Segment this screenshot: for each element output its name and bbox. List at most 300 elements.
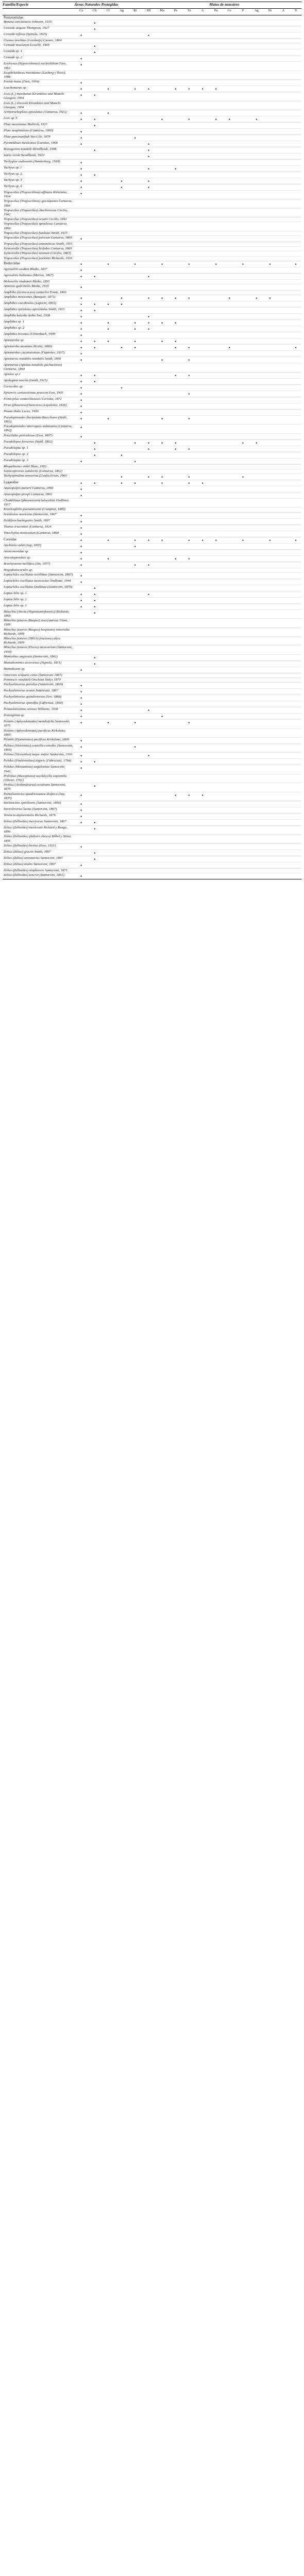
presence-cell (102, 636, 115, 645)
presence-cell (75, 351, 88, 357)
presence-cell (128, 439, 142, 446)
presence-cell (196, 585, 209, 591)
presence-cell (155, 646, 168, 654)
presence-cell (88, 357, 102, 363)
presence-cell (88, 397, 102, 403)
presence-cell (128, 217, 142, 222)
presence-cell (277, 689, 290, 695)
presence-cell (102, 667, 115, 673)
presence-cell (263, 543, 277, 549)
presence-cell (196, 783, 209, 792)
presence-cell (196, 409, 209, 415)
presence-dot: • (188, 537, 190, 543)
presence-dot: • (94, 302, 96, 308)
presence-cell (250, 391, 263, 397)
presence-cell (250, 597, 263, 603)
presence-cell (209, 129, 223, 135)
species-row (3, 20, 301, 26)
presence-cell (250, 110, 263, 116)
column-header: Ri (128, 9, 142, 15)
presence-cell (263, 403, 277, 409)
presence-cell (290, 728, 301, 737)
presence-cell (236, 667, 249, 673)
presence-dot: • (188, 345, 190, 351)
presence-cell (88, 636, 102, 645)
presence-cell (182, 101, 196, 110)
presence-cell (223, 247, 236, 251)
presence-cell (209, 585, 223, 591)
presence-cell (196, 597, 209, 603)
presence-cell (102, 261, 115, 267)
species-name: Leptochiles oscillatus oscillinae (Santorsini, 1867) (3, 572, 75, 579)
presence-cell (102, 568, 115, 572)
species-name: Tropsecilus (Tropsecilus) paricum Cantarsa, 1869 (3, 236, 75, 242)
presence-cell (277, 43, 290, 49)
presence-dot: • (107, 327, 109, 332)
presence-cell (88, 695, 102, 701)
presence-cell (102, 86, 115, 92)
species-row (3, 850, 301, 856)
presence-cell (236, 110, 249, 116)
presence-cell (263, 267, 277, 273)
column-header: Ns (263, 9, 277, 15)
presence-cell (209, 39, 223, 43)
presence-cell (169, 549, 182, 555)
presence-cell (263, 326, 277, 332)
presence-cell (115, 524, 128, 531)
species-row (3, 39, 301, 43)
presence-cell (115, 562, 128, 568)
presence-cell (250, 609, 263, 618)
presence-dot: • (161, 537, 163, 543)
presence-cell (88, 251, 102, 256)
presence-cell (155, 251, 168, 256)
presence-cell (209, 71, 223, 79)
presence-cell (209, 862, 223, 868)
presence-cell (236, 338, 249, 345)
presence-cell (196, 524, 209, 531)
presence-cell (169, 792, 182, 801)
presence-cell (223, 384, 236, 391)
presence-cell (169, 261, 182, 267)
presence-cell (290, 531, 301, 537)
presence-cell (196, 378, 209, 384)
presence-cell (277, 222, 290, 231)
presence-cell (277, 701, 290, 707)
presence-cell (182, 492, 196, 498)
presence-cell (182, 71, 196, 79)
presence-cell (277, 568, 290, 572)
presence-cell (75, 446, 88, 452)
presence-cell (250, 585, 263, 591)
presence-cell (263, 683, 277, 689)
presence-cell (115, 184, 128, 191)
presence-dot: • (175, 556, 177, 562)
presence-cell (88, 308, 102, 314)
presence-cell (250, 743, 263, 752)
presence-dot: • (134, 87, 136, 92)
presence-cell (209, 628, 223, 636)
presence-cell (115, 518, 128, 524)
presence-cell (277, 403, 290, 409)
presence-cell (155, 873, 168, 879)
presence-cell (155, 56, 168, 62)
presence-cell (196, 242, 209, 247)
presence-cell (263, 628, 277, 636)
presence-cell (209, 208, 223, 217)
presence-cell (209, 320, 223, 326)
species-name: Apiomerus notabilis notabilis Smith, 1860 (3, 357, 75, 363)
column-header: Ca (75, 9, 88, 15)
presence-cell (115, 486, 128, 492)
presence-cell (196, 826, 209, 835)
presence-dot: • (175, 792, 177, 798)
presence-cell (155, 295, 168, 301)
presence-cell (236, 372, 249, 378)
presence-cell (250, 314, 263, 320)
presence-cell (277, 295, 290, 301)
presence-cell (263, 80, 277, 86)
presence-cell (75, 56, 88, 62)
presence-cell (182, 646, 196, 654)
presence-cell (250, 308, 263, 314)
presence-cell (155, 338, 168, 345)
presence-cell (115, 397, 128, 403)
presence-cell (142, 295, 155, 301)
presence-cell (182, 636, 196, 645)
presence-cell (169, 92, 182, 101)
presence-cell (102, 579, 115, 585)
presence-cell (115, 384, 128, 391)
species-row (3, 524, 301, 531)
presence-cell (102, 279, 115, 284)
presence-cell (128, 862, 142, 868)
presence-cell (115, 43, 128, 49)
presence-cell (102, 492, 115, 498)
species-name: Tropsecilus (Tropsecilus) poclemis Richards, 1916 (3, 256, 75, 261)
presence-cell (196, 628, 209, 636)
presence-cell (277, 807, 290, 814)
presence-cell (169, 673, 182, 677)
presence-cell (250, 549, 263, 555)
presence-cell (209, 759, 223, 765)
presence-cell (250, 284, 263, 291)
species-row (3, 765, 301, 774)
presence-cell (263, 284, 277, 291)
species-name: Pelanis (Aphysidemotus) pacificus Kirkslano, 1869 (3, 728, 75, 737)
presence-cell (182, 562, 196, 568)
presence-cell (277, 378, 290, 384)
presence-dot: • (188, 720, 190, 726)
presence-cell (223, 295, 236, 301)
presence-cell (102, 166, 115, 172)
presence-dot: • (80, 372, 82, 378)
presence-cell (290, 391, 301, 397)
presence-cell (250, 384, 263, 391)
presence-cell (102, 464, 115, 469)
presence-dot: • (94, 604, 96, 609)
presence-cell (128, 452, 142, 458)
presence-cell (277, 71, 290, 79)
presence-cell (263, 363, 277, 372)
presence-cell (263, 480, 277, 486)
presence-cell (102, 291, 115, 295)
presence-cell (75, 295, 88, 301)
presence-cell (236, 326, 249, 332)
presence-cell (277, 178, 290, 184)
presence-cell (196, 801, 209, 807)
species-row (3, 236, 301, 242)
presence-dot: • (188, 792, 190, 798)
presence-cell (115, 135, 128, 141)
presence-cell (75, 172, 88, 178)
presence-cell (169, 856, 182, 862)
presence-cell (142, 397, 155, 403)
presence-cell (290, 345, 301, 351)
presence-cell (182, 469, 196, 473)
presence-cell (250, 543, 263, 549)
presence-cell (277, 154, 290, 160)
presence-cell (115, 372, 128, 378)
presence-cell (263, 351, 277, 357)
presence-cell (196, 222, 209, 231)
presence-cell (115, 116, 128, 123)
presence-cell (142, 231, 155, 235)
presence-cell (115, 843, 128, 850)
presence-cell (155, 384, 168, 391)
presence-cell (263, 314, 277, 320)
presence-cell (182, 683, 196, 689)
presence-cell (277, 492, 290, 498)
presence-cell (169, 469, 182, 473)
presence-cell (75, 753, 88, 759)
presence-cell (236, 251, 249, 256)
presence-cell (182, 199, 196, 208)
presence-cell (209, 363, 223, 372)
presence-cell (263, 184, 277, 191)
presence-cell (155, 507, 168, 512)
species-row (3, 646, 301, 654)
presence-cell (250, 636, 263, 645)
presence-cell (196, 792, 209, 801)
presence-cell (223, 628, 236, 636)
presence-dot: • (80, 486, 82, 492)
presence-cell (142, 673, 155, 677)
presence-cell (102, 843, 115, 850)
presence-cell (209, 301, 223, 308)
presence-cell (196, 415, 209, 424)
family-name: Lygaeidae (3, 480, 75, 486)
presence-cell (250, 86, 263, 92)
presence-cell (263, 597, 277, 603)
presence-cell (250, 351, 263, 357)
presence-dot: • (256, 296, 258, 301)
presence-cell (263, 320, 277, 326)
presence-cell (290, 714, 301, 720)
presence-cell (142, 774, 155, 783)
presence-cell (142, 80, 155, 86)
species-row (3, 135, 301, 141)
presence-cell (277, 433, 290, 439)
presence-cell (142, 464, 155, 469)
presence-cell (115, 242, 128, 247)
presence-cell (128, 39, 142, 43)
column-header: Ti (290, 9, 301, 15)
presence-cell (250, 217, 263, 222)
presence-cell (155, 720, 168, 728)
presence-cell (75, 677, 88, 682)
presence-cell (250, 850, 263, 856)
species-row (3, 807, 301, 814)
presence-cell (277, 26, 290, 32)
presence-cell (142, 236, 155, 242)
presence-cell (250, 415, 263, 424)
presence-cell (250, 301, 263, 308)
presence-dot: • (80, 339, 82, 345)
presence-cell (155, 498, 168, 507)
presence-dot: • (80, 351, 82, 357)
presence-cell (263, 486, 277, 492)
presence-cell (263, 147, 277, 154)
presence-cell (223, 826, 236, 835)
presence-cell (169, 667, 182, 673)
presence-cell (102, 654, 115, 660)
presence-cell (169, 707, 182, 714)
presence-cell (277, 439, 290, 446)
presence-dot: • (80, 598, 82, 603)
species-row (3, 357, 301, 363)
presence-cell (250, 166, 263, 172)
presence-cell (196, 728, 209, 737)
species-name: Apiomerika sp. (3, 338, 75, 345)
presence-cell (169, 759, 182, 765)
presence-cell (196, 363, 209, 372)
presence-dot: • (80, 814, 82, 819)
presence-cell (88, 320, 102, 326)
presence-dot: • (80, 696, 82, 701)
presence-cell (277, 636, 290, 645)
presence-cell (115, 868, 128, 873)
presence-cell (209, 222, 223, 231)
presence-cell (155, 256, 168, 261)
presence-cell (223, 765, 236, 774)
presence-cell (182, 154, 196, 160)
presence-cell (115, 251, 128, 256)
presence-cell (236, 314, 249, 320)
species-name: Anoscenovidae sp. (3, 549, 75, 555)
presence-cell (223, 251, 236, 256)
presence-cell (102, 458, 115, 464)
presence-dot: • (201, 792, 204, 798)
presence-cell (115, 701, 128, 707)
presence-cell (75, 15, 88, 20)
presence-cell (236, 677, 249, 682)
presence-cell (250, 619, 263, 628)
presence-cell (236, 862, 249, 868)
presence-dot: • (147, 562, 149, 568)
presence-cell (142, 492, 155, 498)
presence-cell (209, 707, 223, 714)
presence-cell (102, 184, 115, 191)
presence-cell (263, 166, 277, 172)
presence-dot: • (80, 179, 82, 184)
presence-dot: • (147, 440, 149, 446)
presence-cell (155, 728, 168, 737)
presence-cell (196, 101, 209, 110)
presence-cell (169, 20, 182, 26)
presence-cell (263, 689, 277, 695)
presence-cell (115, 403, 128, 409)
presence-cell (250, 683, 263, 689)
presence-cell (196, 873, 209, 879)
presence-cell (196, 619, 209, 628)
presence-cell (290, 783, 301, 792)
presence-cell (223, 720, 236, 728)
presence-cell (155, 314, 168, 320)
presence-dot: • (147, 327, 149, 332)
species-name: Tropsecilus (Tropsecilus) oceani Cecilio, 1843 (3, 217, 75, 222)
family-row (3, 537, 301, 543)
presence-cell (115, 80, 128, 86)
presence-cell (290, 843, 301, 850)
presence-cell (115, 338, 128, 345)
presence-cell (142, 452, 155, 458)
presence-cell (196, 543, 209, 549)
presence-cell (128, 585, 142, 591)
species-name: Xylocoridis (Tropsecilus) hirfedus Cantarsa, 1869 (3, 247, 75, 251)
species-row (3, 247, 301, 251)
presence-cell (209, 801, 223, 807)
presence-cell (250, 707, 263, 714)
presence-cell (223, 308, 236, 314)
presence-cell (142, 320, 155, 326)
presence-cell (115, 345, 128, 351)
presence-cell (182, 743, 196, 752)
presence-cell (155, 409, 168, 415)
presence-cell (223, 683, 236, 689)
presence-cell (209, 314, 223, 320)
presence-cell (128, 458, 142, 464)
presence-cell (169, 86, 182, 92)
presence-cell (277, 774, 290, 783)
presence-cell (223, 199, 236, 208)
species-name: Pseudolopus sp. 1 (3, 446, 75, 452)
presence-cell (236, 217, 249, 222)
species-row (3, 26, 301, 32)
presence-cell (236, 619, 249, 628)
species-name: Zelius (Zelhoides) alaplerosis Santorsini, 1871 (3, 868, 75, 873)
presence-cell (142, 403, 155, 409)
presence-cell (250, 231, 263, 235)
presence-cell (236, 826, 249, 835)
presence-cell (88, 160, 102, 166)
presence-cell (75, 707, 88, 714)
presence-cell (182, 363, 196, 372)
species-name: Sarlis viridi Hendlbeidi, 1920 (3, 154, 75, 160)
presence-cell (155, 673, 168, 677)
presence-cell (88, 683, 102, 689)
species-row (3, 597, 301, 603)
presence-cell (142, 646, 155, 654)
presence-cell (236, 492, 249, 498)
presence-cell (223, 677, 236, 682)
presence-dot: • (94, 274, 96, 279)
presence-cell (142, 217, 155, 222)
presence-dot: • (80, 358, 82, 363)
presence-cell (196, 807, 209, 814)
presence-cell (102, 689, 115, 695)
presence-cell (182, 654, 196, 660)
